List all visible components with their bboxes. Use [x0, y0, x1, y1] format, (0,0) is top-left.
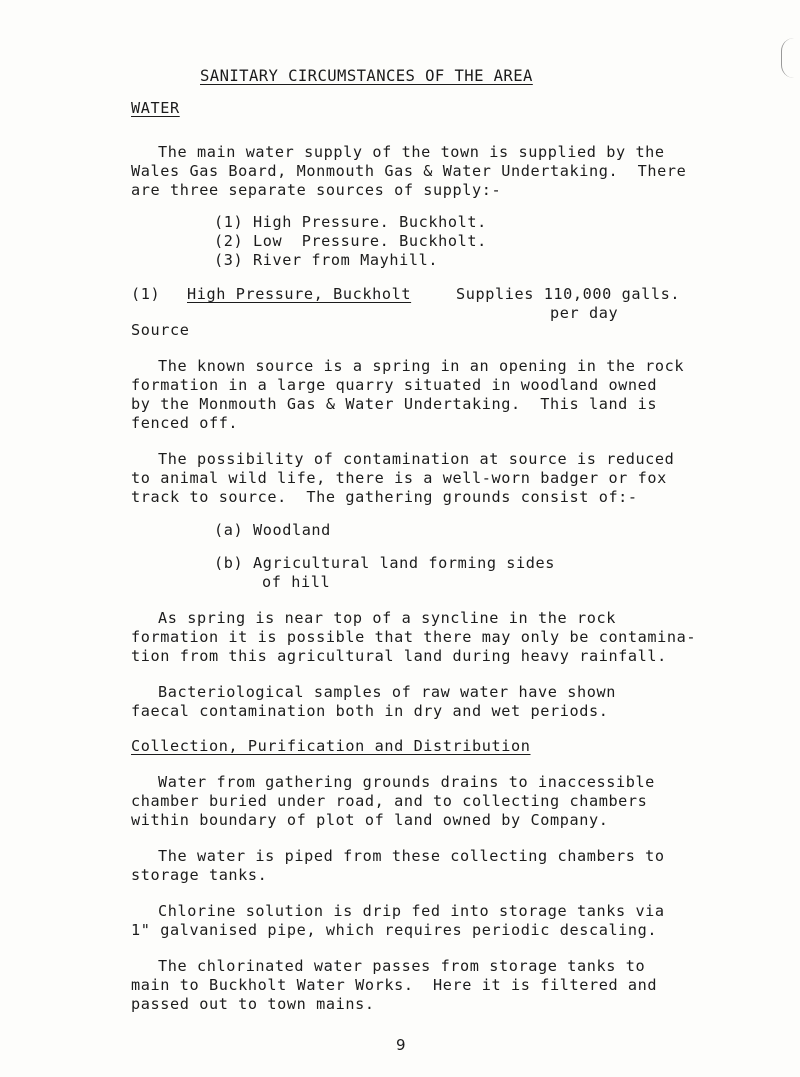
- water-heading: WATER: [131, 99, 180, 117]
- text-line: are three separate sources of supply:-: [131, 181, 502, 199]
- text-line: track to source. The gathering grounds consist of:-: [131, 488, 638, 506]
- text-line: The chlorinated water passes from storage tanks to: [158, 957, 646, 975]
- text-line: The known source is a spring in an opening in the rock: [158, 357, 685, 375]
- section-number: (1): [131, 285, 161, 303]
- page-corner-mark: [781, 38, 794, 78]
- text-line: passed out to town mains.: [131, 995, 375, 1013]
- text-line: fenced off.: [131, 414, 239, 432]
- list-item-agricultural: (b) Agricultural land forming sides: [214, 554, 556, 572]
- supplies-amount: Supplies 110,000 galls.: [456, 285, 681, 303]
- text-line: within boundary of plot of land owned by Company.: [131, 811, 609, 829]
- list-item: (3) River from Mayhill.: [214, 251, 439, 269]
- list-item-woodland: (a) Woodland: [214, 521, 331, 539]
- text-line: Wales Gas Board, Monmouth Gas & Water Undertaking. There: [131, 162, 687, 180]
- section-heading: High Pressure, Buckholt: [187, 285, 412, 303]
- text-line: chamber buried under road, and to collecting chambers: [131, 792, 648, 810]
- text-line: by the Monmouth Gas & Water Undertaking. This land is: [131, 395, 658, 413]
- text-line: Bacteriological samples of raw water have shown: [158, 683, 616, 701]
- text-line: to animal wild life, there is a well-worn badger or fox: [131, 469, 667, 487]
- text-line: main to Buckholt Water Works. Here it is filtered and: [131, 976, 658, 994]
- text-line: 1" galvanised pipe, which requires periodic descaling.: [131, 921, 658, 939]
- text-line: The possibility of contamination at source is reduced: [158, 450, 675, 468]
- supplies-period: per day: [550, 304, 619, 322]
- text-line: Chlorine solution is drip fed into storage tanks via: [158, 902, 665, 920]
- collection-heading: Collection, Purification and Distribution: [131, 737, 531, 755]
- list-item: (1) High Pressure. Buckholt.: [214, 213, 487, 231]
- page-title: SANITARY CIRCUMSTANCES OF THE AREA: [200, 67, 533, 85]
- text-line: Water from gathering grounds drains to inaccessible: [158, 773, 655, 791]
- list-item: (2) Low Pressure. Buckholt.: [214, 232, 487, 250]
- text-line: storage tanks.: [131, 866, 268, 884]
- list-item-continuation: of hill: [262, 573, 331, 591]
- text-line: The main water supply of the town is supplied by the: [158, 143, 665, 161]
- text-line: formation it is possible that there may only be contamina-: [131, 628, 697, 646]
- page-number: 9: [396, 1036, 406, 1054]
- text-line: tion from this agricultural land during heavy rainfall.: [131, 647, 667, 665]
- text-line: faecal contamination both in dry and wet periods.: [131, 702, 609, 720]
- text-line: As spring is near top of a syncline in the rock: [158, 609, 616, 627]
- source-subheading: Source: [131, 321, 190, 339]
- text-line: formation in a large quarry situated in woodland owned: [131, 376, 658, 394]
- text-line: The water is piped from these collecting chambers to: [158, 847, 665, 865]
